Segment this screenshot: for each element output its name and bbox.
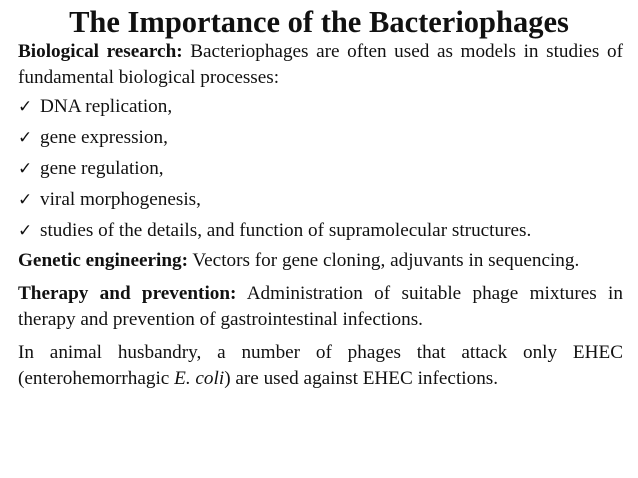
list-item: [18, 153, 623, 184]
list-item: [18, 215, 623, 246]
therapy-paragraph: [18, 281, 623, 333]
list-item-text: DNA replication,: [40, 96, 173, 117]
husbandry-text-after: ) are used against EHEC infections.: [224, 368, 499, 389]
paragraph-gap: [18, 274, 623, 281]
list-item: [18, 122, 623, 153]
list-item-text: gene expression,: [40, 127, 168, 148]
checkmark-icon: ✓: [18, 221, 33, 240]
husbandry-text-before: In animal husbandry, a number of phages that attack only EHEC (enterohemorrhagic: [18, 342, 623, 389]
checkmark-icon: ✓: [18, 159, 33, 178]
engineering-text: Vectors for gene cloning, adjuvants in sequencing.: [187, 250, 580, 271]
process-list: [18, 91, 623, 246]
research-paragraph: [18, 39, 623, 91]
species-name: E. coli: [174, 368, 225, 389]
therapy-text: Administration of suitable phage mixtures in therapy and prevention of gastrointestinal infections.: [18, 283, 623, 330]
list-item: [18, 91, 623, 122]
list-item-text: viral morphogenesis,: [40, 189, 201, 210]
husbandry-paragraph: [18, 340, 623, 392]
list-item-text: gene regulation,: [40, 158, 164, 179]
slide-title: The Importance of the Bacteriophages: [69, 5, 569, 39]
research-text: Bacteriophages are often used as models in studies of fundamental biological processes:: [18, 41, 623, 88]
checkmark-icon: ✓: [18, 97, 33, 116]
slide-content: [18, 39, 623, 392]
list-item: [18, 184, 623, 215]
paragraph-gap: [18, 333, 623, 340]
list-item-text: studies of the details, and function of supramolecular structures.: [40, 220, 532, 241]
engineering-lead: Genetic engineering:: [18, 250, 188, 271]
engineering-paragraph: [18, 248, 623, 274]
research-lead: Biological research:: [18, 41, 183, 62]
therapy-lead: Therapy and prevention:: [18, 283, 237, 304]
checkmark-icon: ✓: [18, 128, 33, 147]
checkmark-icon: ✓: [18, 190, 33, 209]
